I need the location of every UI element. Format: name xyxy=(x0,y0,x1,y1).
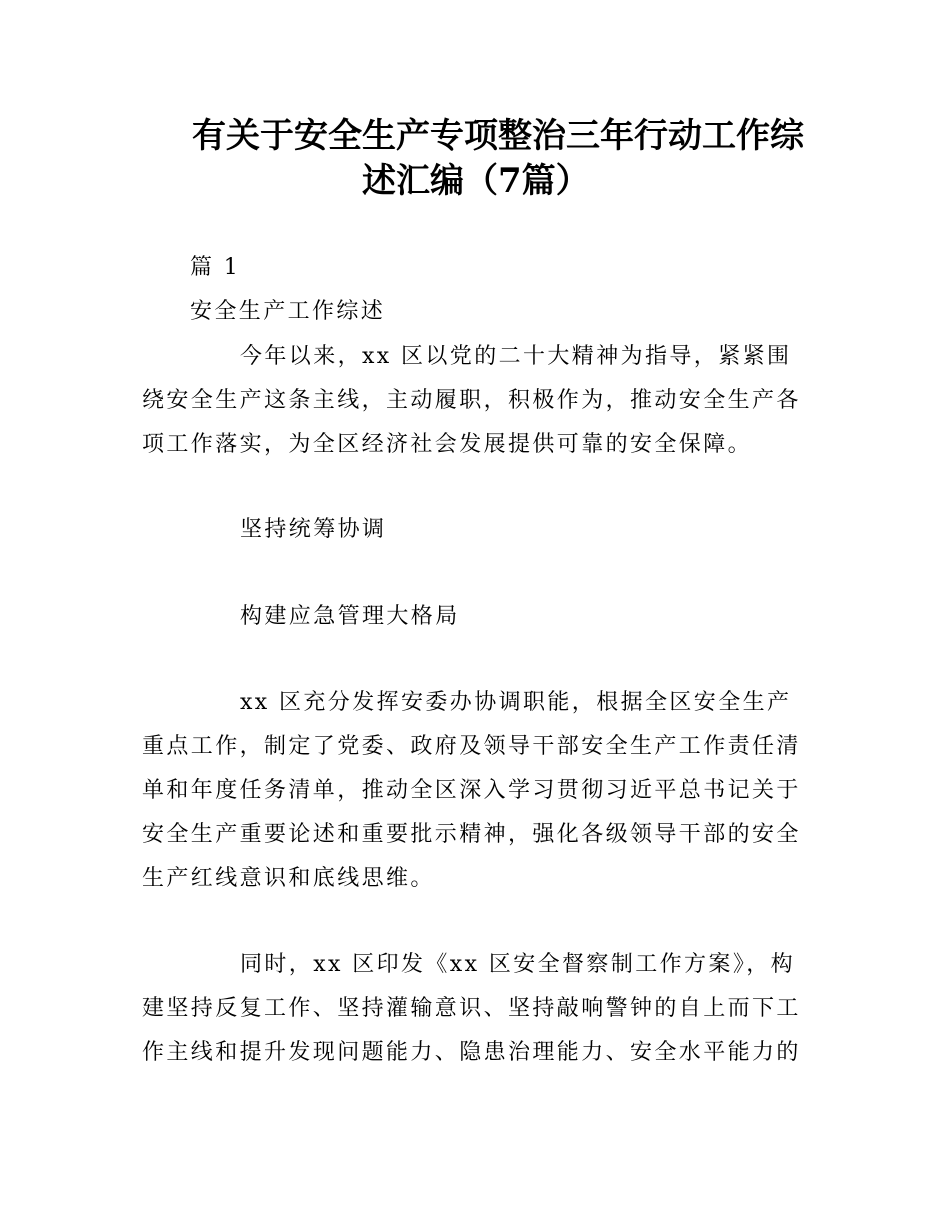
paragraph-2-line-1: xx 区充分发挥安委办协调职能，根据全区安全生产 xyxy=(240,690,792,715)
paragraph-1-line-3: 项工作落实，为全区经济社会发展提供可靠的安全保障。 xyxy=(142,432,753,457)
document-title-line-2: 述汇编（7篇） xyxy=(362,161,590,201)
heading-coordination: 坚持统筹协调 xyxy=(240,517,387,542)
paragraph-2-line-5: 生产红线意识和底线思维。 xyxy=(142,866,435,891)
heading-emergency-management: 构建应急管理大格局 xyxy=(240,604,460,629)
paragraph-3-line-3: 作主线和提升发现问题能力、隐患治理能力、安全水平能力的 xyxy=(142,1040,801,1065)
section-label: 篇 1 xyxy=(190,255,241,280)
document-title-line-1: 有关于安全生产专项整治三年行动工作综 xyxy=(192,116,804,156)
section-subtitle: 安全生产工作综述 xyxy=(190,299,386,324)
paragraph-2-line-3: 单和年度任务清单，推动全区深入学习贯彻习近平总书记关于 xyxy=(142,778,801,803)
paragraph-1-line-2: 绕安全生产这条主线，主动履职，积极作为，推动安全生产各 xyxy=(142,388,801,413)
paragraph-2-line-4: 安全生产重要论述和重要批示精神，强化各级领导干部的安全 xyxy=(142,822,801,847)
paragraph-2-line-2: 重点工作，制定了党委、政府及领导干部安全生产工作责任清 xyxy=(142,734,801,759)
paragraph-1-line-1: 今年以来，xx 区以党的二十大精神为指导，紧紧围 xyxy=(240,344,792,369)
paragraph-3-line-2: 建坚持反复工作、坚持灌输意识、坚持敲响警钟的自上而下工 xyxy=(142,996,801,1021)
paragraph-3-line-1: 同时，xx 区印发《xx 区安全督察制工作方案》，构 xyxy=(240,952,796,977)
